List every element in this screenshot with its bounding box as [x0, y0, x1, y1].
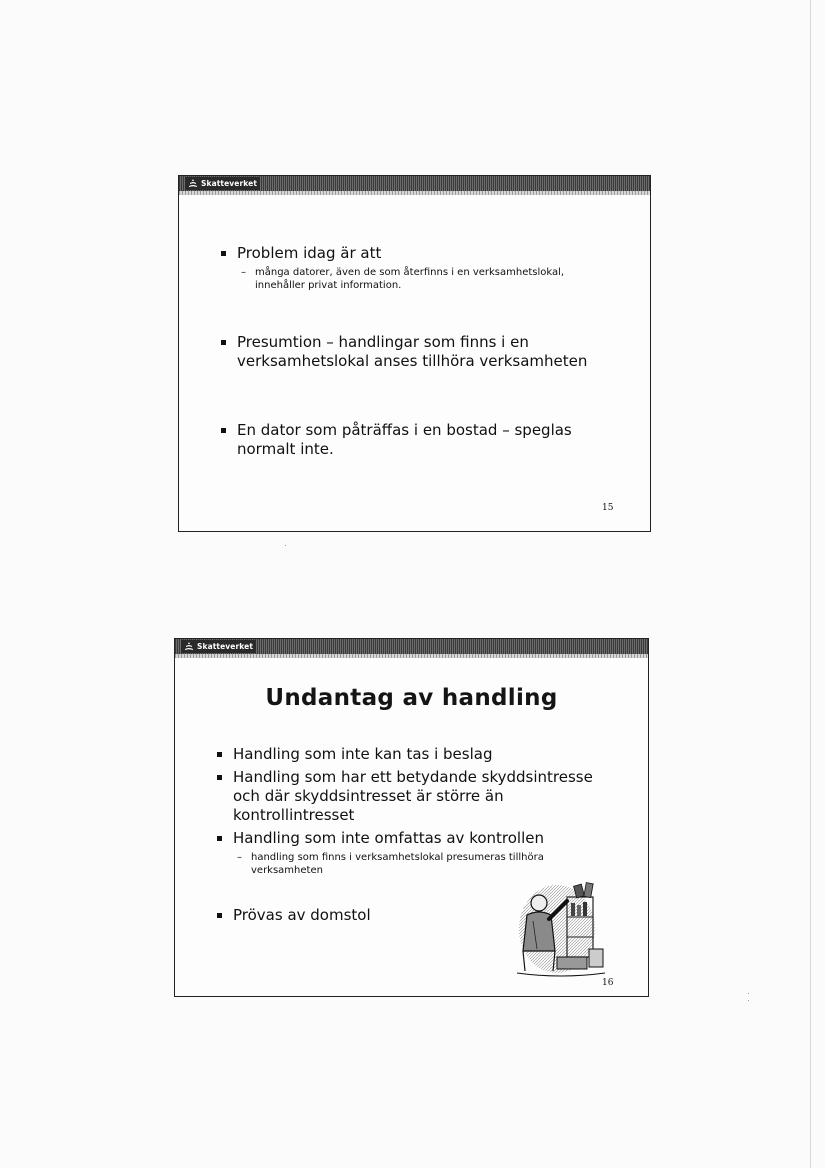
bullet-text [237, 421, 572, 459]
slide-title: Undantag av handling [265, 685, 558, 711]
bullet-line: och där skyddsintresset är större än [233, 787, 504, 805]
brand-name: Skatteverket [197, 642, 254, 651]
sub-bullet-line: innehåller privat information. [255, 280, 402, 291]
bullet-line: Handling som inte kan tas i beslag [233, 745, 493, 763]
scan-speck [748, 993, 749, 994]
bullet-line: verksamhetslokal anses tillhöra verksamheten [237, 352, 588, 370]
bullet-line: normalt inte. [237, 440, 334, 458]
bullet-text [237, 244, 381, 263]
page-number: 15 [602, 503, 614, 513]
bullet-line: Presumtion – handlingar som finns i en [237, 333, 529, 351]
bullet-item [217, 745, 492, 764]
bullet-text [233, 768, 593, 825]
bullet-item [217, 768, 593, 825]
sub-bullet-item [237, 851, 544, 877]
bullet-line: Problem idag är att [237, 244, 382, 262]
bullet-item [221, 244, 381, 263]
bullet-item [217, 906, 371, 925]
bullet-item [221, 421, 572, 459]
scan-speck [748, 1000, 749, 1001]
sub-bullet-text [255, 266, 564, 292]
bullet-text [233, 745, 492, 764]
slide-16 [174, 638, 649, 997]
bullet-text [237, 333, 587, 371]
bullet-line: Prövas av domstol [233, 906, 371, 924]
bullet-line: kontrollintresset [233, 806, 355, 824]
brand-name: Skatteverket [201, 179, 258, 188]
bullet-marker [217, 913, 222, 918]
bullet-marker [221, 428, 226, 433]
bullet-marker [217, 752, 222, 757]
page-number: 16 [602, 978, 614, 988]
slide-body [175, 639, 648, 996]
sub-bullet-dash: – [241, 267, 246, 278]
sub-bullet-dash: – [237, 852, 242, 863]
bullet-marker [217, 836, 222, 841]
bullet-text [233, 906, 371, 925]
sub-bullet-text [251, 851, 544, 877]
page-edge [810, 0, 811, 1168]
man-at-bookshelf-clipart [505, 879, 617, 979]
sub-bullet-line: verksamheten [251, 865, 323, 876]
bullet-line: Handling som har ett betydande skyddsintresse [233, 768, 593, 786]
sub-bullet-item [241, 266, 564, 292]
slide-body [179, 176, 650, 531]
bullet-marker [221, 251, 226, 256]
scan-speck [285, 545, 286, 546]
slide-15 [178, 175, 651, 532]
bullet-marker [221, 340, 226, 345]
sub-bullet-line: handling som finns i verksamhetslokal presumeras tillhöra [251, 852, 544, 863]
bullet-marker [217, 775, 222, 780]
bullet-item [221, 333, 587, 371]
bullet-text [233, 829, 544, 848]
bullet-item [217, 829, 544, 848]
bullet-line: En dator som påträffas i en bostad – speglas [237, 421, 572, 439]
bullet-line: Handling som inte omfattas av kontrollen [233, 829, 544, 847]
sub-bullet-line: många datorer, även de som återfinns i en verksamhetslokal, [255, 267, 565, 278]
